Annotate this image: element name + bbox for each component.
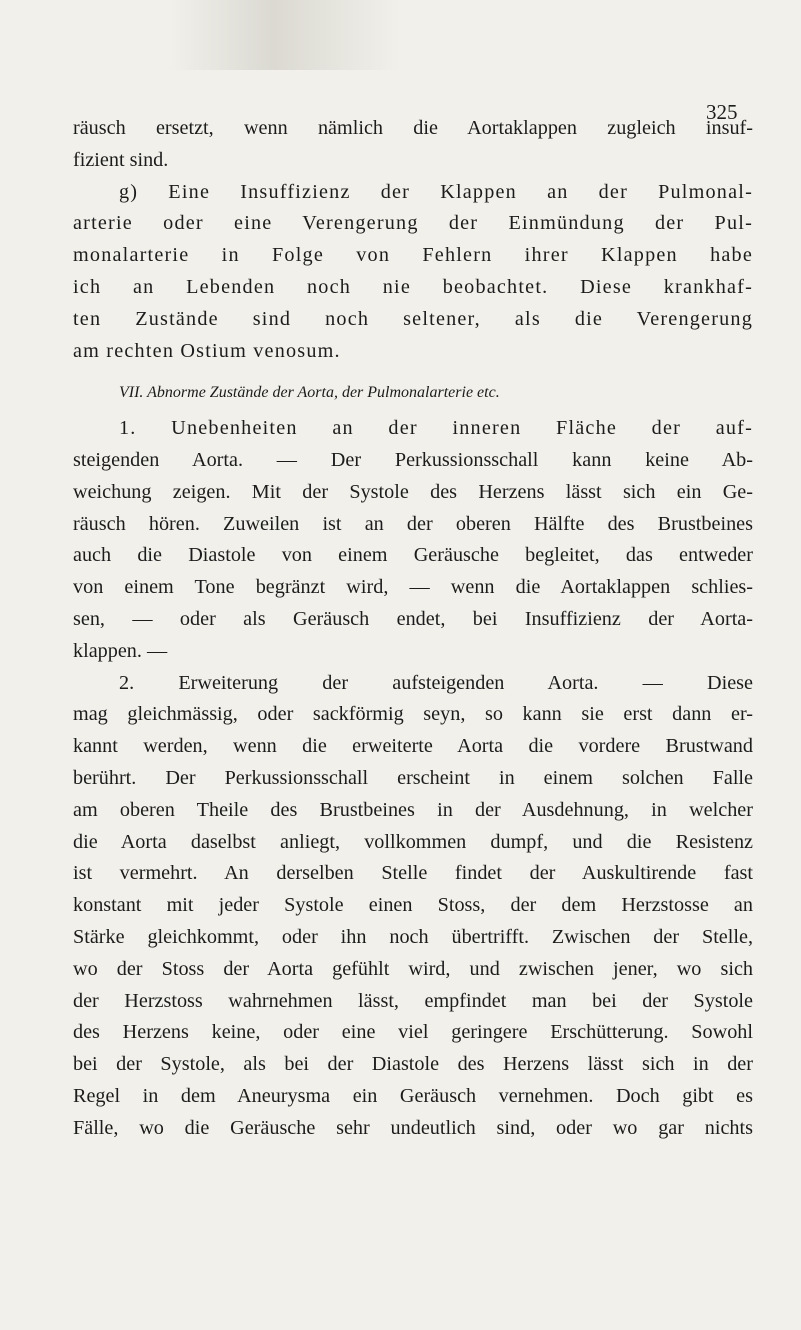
text-line: arterie oder eine Verengerung der Einmündung der Pul- <box>73 212 753 235</box>
text-line: auch die Diastole von einem Geräusche begleitet, das entweder <box>73 544 753 567</box>
text-line: fizient sind. <box>73 148 169 171</box>
text-line: wo der Stoss der Aorta gefühlt wird, und zwischen jener, wo sich <box>73 957 753 980</box>
text-line: Stärke gleichkommt, oder ihn noch übertrifft. Zwischen der Stelle, <box>73 925 753 948</box>
text-line: ten Zustände sind noch seltener, als die Verengerung <box>73 307 753 330</box>
text-line: 2. Erweiterung der aufsteigenden Aorta. — Diese <box>119 671 753 694</box>
text-line: am rechten Ostium venosum. <box>73 339 341 362</box>
text-line: räusch hören. Zuweilen ist an der oberen Hälfte des Brustbeines <box>73 512 753 535</box>
text-line: konstant mit jeder Systole einen Stoss, der dem Herzstosse an <box>73 894 753 917</box>
text-line: bei der Systole, als bei der Diastole des Herzens lässt sich in der <box>73 1053 753 1076</box>
text-line: klappen. — <box>73 639 168 662</box>
text-line: steigenden Aorta. — Der Perkussionsschall kann keine Ab- <box>73 448 753 471</box>
text-line: die Aorta daselbst anliegt, vollkommen dumpf, und die Resistenz <box>73 830 753 853</box>
text-line: ich an Lebenden noch nie beobachtet. Diese krankhaf- <box>73 275 753 298</box>
text-line: von einem Tone begränzt wird, — wenn die Aortaklappen schlies- <box>73 576 753 599</box>
text-line: 1. Unebenheiten an der inneren Fläche der auf- <box>119 417 753 440</box>
text-line: Regel in dem Aneurysma ein Geräusch vernehmen. Doch gibt es <box>73 1084 753 1107</box>
page-shadow <box>170 0 400 70</box>
text-line: mag gleichmässig, oder sackförmig seyn, so kann sie erst dann er- <box>73 703 753 726</box>
text-line: räusch ersetzt, wenn nämlich die Aortaklappen zugleich insuf- <box>73 117 753 139</box>
body-text <box>73 113 753 1145</box>
text-line: der Herzstoss wahrnehmen lässt, empfindet man bei der Systole <box>73 989 753 1012</box>
text-line: des Herzens keine, oder eine viel geringere Erschütterung. Sowohl <box>73 1021 753 1044</box>
text-line: monalarterie in Folge von Fehlern ihrer Klappen habe <box>73 244 753 267</box>
page-number: 325 <box>706 100 738 124</box>
text-line: berührt. Der Perkussionsschall erscheint in einem solchen Falle <box>73 766 753 789</box>
text-line: Fälle, wo die Geräusche sehr undeutlich sind, oder wo gar nichts <box>73 1116 753 1139</box>
text-line: kannt werden, wenn die erweiterte Aorta die vordere Brustwand <box>73 735 753 758</box>
text-line: ist vermehrt. An derselben Stelle findet der Auskultirende fast <box>73 862 753 885</box>
text-line: am oberen Theile des Brustbeines in der Ausdehnung, in welcher <box>73 798 753 821</box>
text-line: weichung zeigen. Mit der Systole des Herzens lässt sich ein Ge- <box>73 480 753 503</box>
text-line: g) Eine Insuffizienz der Klappen an der Pulmonal- <box>119 180 753 203</box>
text-line: sen, — oder als Geräusch endet, bei Insuffizienz der Aorta- <box>73 607 753 630</box>
section-heading: VII. Abnorme Zustände der Aorta, der Pulmonalarterie etc. <box>119 384 500 402</box>
